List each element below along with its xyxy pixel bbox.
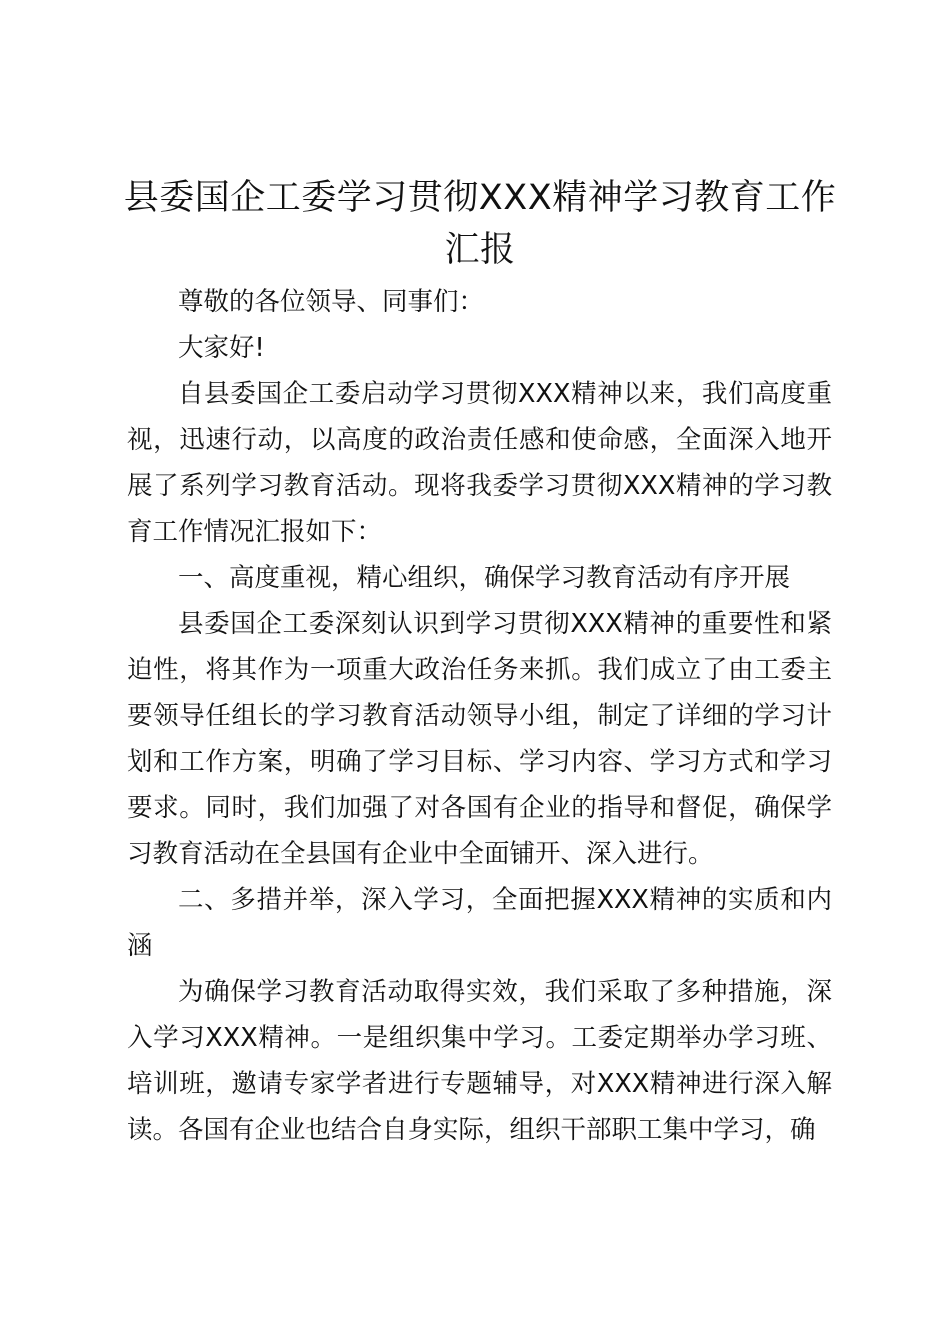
greeting-paragraph: 大家好! — [178, 333, 265, 363]
salutation-paragraph: 尊敬的各位领导、同事们： — [178, 287, 485, 317]
section1-paragraph: 县委国企工委深刻认识到学习贯彻XXX精神的重要性和紧迫性，将其作为一项重大政治任务来抓。我们成立了由工委主要领导任组长的学习教育活动领导小组，制定了详细的学习计划和工作方案，明确了学习目标、学习内容、学习方式和学习要求。同时，我们加强了对各国有企业的指导和督促，确保学习教育活动在全县国有企业中全面铺开、深入进行。 — [127, 609, 832, 869]
section2-paragraph: 为确保学习教育活动取得实效，我们采取了多种措施，深入学习XXX精神。一是组织集中学习。工委定期举办学习班、培训班，邀请专家学者进行专题辅导，对XXX精神进行深入解读。各国有企业也结合自身实际，组织干部职工集中学习，确 — [127, 977, 832, 1145]
document-title: 县委国企工委学习贯彻XXX精神学习教育工作汇报 — [123, 178, 837, 270]
section2-heading: 二、多措并举，深入学习，全面把握XXX精神的实质和内涵 — [127, 885, 832, 961]
document-body — [127, 279, 832, 1153]
section1-heading: 一、高度重视，精心组织，确保学习教育活动有序开展 — [178, 563, 791, 593]
intro-paragraph: 自县委国企工委启动学习贯彻XXX精神以来，我们高度重视，迅速行动，以高度的政治责任感和使命感，全面深入地开展了系列学习教育活动。现将我委学习贯彻XXX精神的学习教育工作情况汇报如下： — [127, 379, 832, 547]
